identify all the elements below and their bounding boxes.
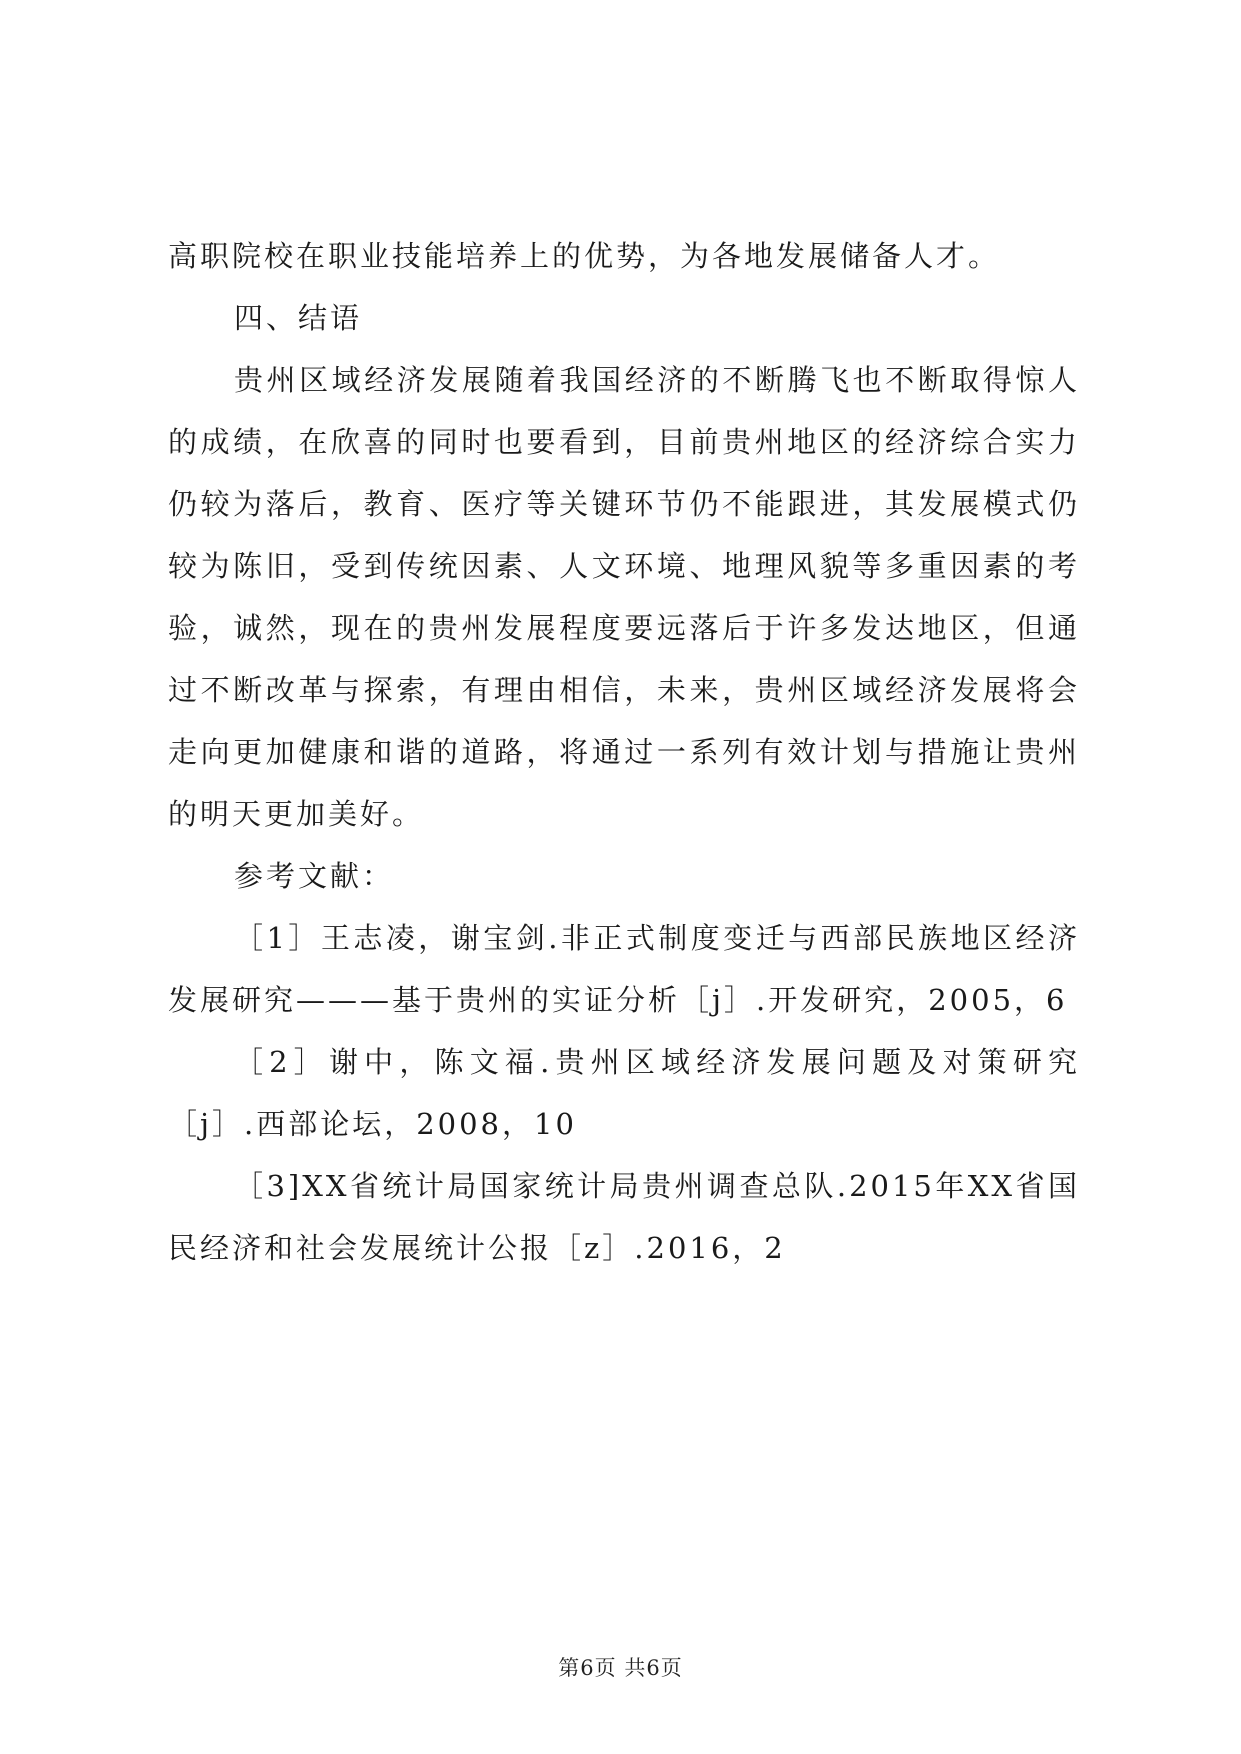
references-heading: 参考文献： [234,859,395,893]
reference-item-1: ［1］王志凌，谢宝剑.非正式制度变迁与西部民族地区经济发展研究———基于贵州的实证分析［j］.开发研究，2005，6 [168,921,1080,1017]
conclusion-paragraph: 贵州区域经济发展随着我国经济的不断腾飞也不断取得惊人的成绩，在欣喜的同时也要看到，目前贵州地区的经济综合实力仍较为落后，教育、医疗等关键环节仍不能跟进，其发展模式仍较为陈旧，受到传统因素、人文环境、地理风貌等多重因素的考验，诚然，现在的贵州发展程度要远落后于许多发达地区，但通过不断改革与探索，有理由相信，未来，贵州区域经济发展将会走向更加健康和谐的道路，将通过一系列有效计划与措施让贵州的明天更加美好。 [168,363,1080,831]
continuation-paragraph: 高职院校在职业技能培养上的优势，为各地发展储备人才。 [168,239,1001,273]
document-body [168,225,1080,1279]
reference-item-2: ［2］谢中，陈文福.贵州区域经济发展问题及对策研究［j］.西部论坛，2008，10 [168,1045,1080,1141]
page-footer: 第6页 共6页 [558,1656,683,1680]
section-heading: 四、结语 [234,301,363,335]
reference-item-3: ［3]XX省统计局国家统计局贵州调查总队.2015年XX省国民经济和社会发展统计公报［z］.2016，2 [168,1169,1080,1265]
